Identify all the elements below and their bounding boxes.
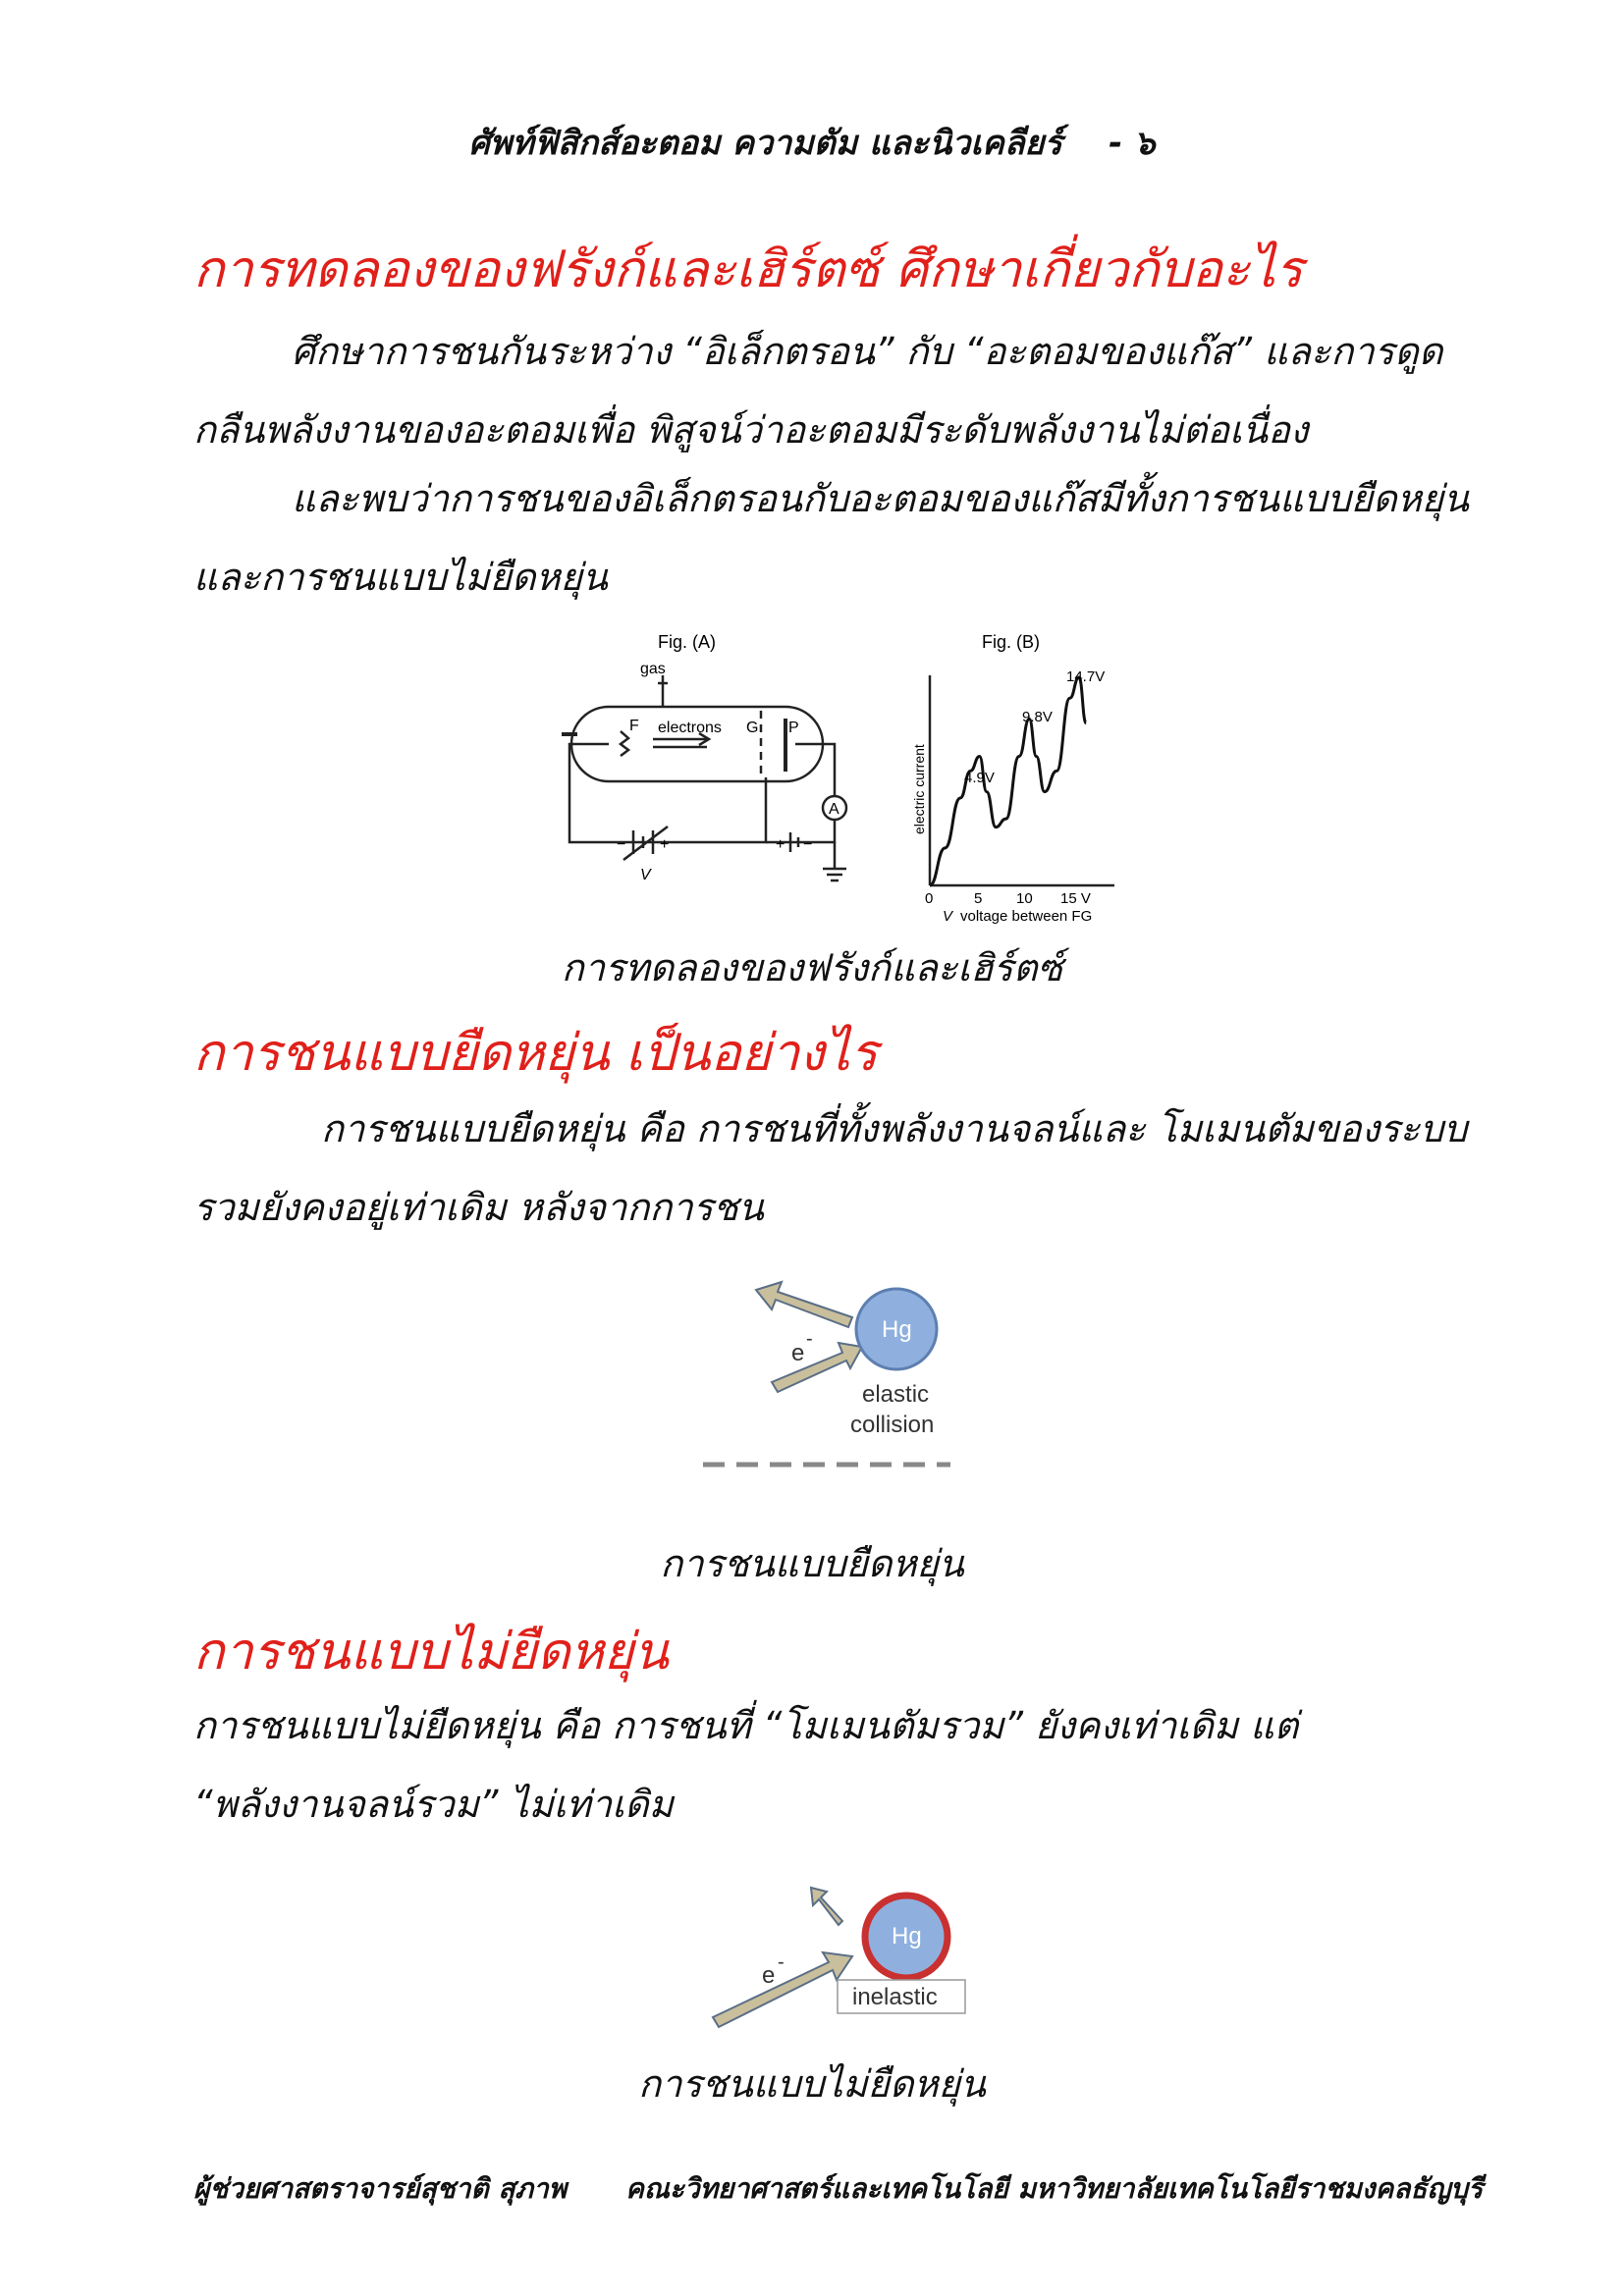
minus-left: − <box>617 836 626 853</box>
minus-right: − <box>803 836 813 853</box>
section3-paragraph: การชนแบบไม่ยืดหยุ่น คือ การชนที่ “โมเมนตัมรวม” ยังคงเท่าเดิม แต่ “พลังงานจลน์รวม” ไม่เท่าเดิม <box>193 1704 1299 1826</box>
hg-atom-label: Hg <box>882 1316 912 1343</box>
franck-hertz-figure <box>530 628 1139 933</box>
section3-caption: การชนแบบไม่ยืดหยุ่น <box>638 2062 986 2106</box>
plus-right: + <box>776 836 785 853</box>
f-label: F <box>629 718 639 734</box>
fig-a-label: Fig. (A) <box>658 632 717 652</box>
fig-b-label: Fig. (B) <box>982 632 1041 652</box>
section1-paragraph-2: และพบว่าการชนของอิเล็กตรอนกับอะตอมของแก๊สมีทั้งการชนแบบยืดหยุ่นและการชนแบบไม่ยืดหยุ่น <box>193 477 1470 599</box>
x-axis-v: V <box>943 908 953 925</box>
section2-paragraph: การชนแบบยืดหยุ่น คือ การชนที่ทั้งพลังงานจลน์และ โมเมนตัมของระบบรวมยังคงอยู่เท่าเดิม หลังจากการชน <box>193 1107 1468 1229</box>
page-header <box>0 116 1624 169</box>
electron-label: e <box>762 1962 776 1989</box>
x-tick-15: 15 V <box>1060 890 1091 907</box>
collision-label: collision <box>850 1412 935 1438</box>
fig-b-chart <box>911 632 1114 925</box>
header-page-number: - ๖ <box>1109 124 1156 163</box>
v-label: V <box>640 867 651 883</box>
plus-left: + <box>660 836 670 853</box>
peak-14-7v: 14.7V <box>1066 668 1106 685</box>
page-footer <box>193 2167 1489 2211</box>
x-axis-label: voltage between FG <box>960 908 1093 925</box>
x-tick-0: 0 <box>925 890 934 907</box>
footer-affiliation: คณะวิทยาศาสตร์และเทคโนโลยี มหาวิทยาลัยเทคโนโลยีราชมงคลธัญบุรี <box>625 2172 1484 2205</box>
elastic-collision-figure <box>687 1266 962 1482</box>
section2-heading: การชนแบบยืดหยุ่น เป็นอย่างไร <box>193 1024 878 1083</box>
electrons-label: electrons <box>658 720 722 736</box>
inelastic-collision-figure <box>697 1860 982 2032</box>
outgoing-electron-arrow <box>756 1282 852 1327</box>
filament <box>621 731 628 756</box>
incoming-electron-arrow <box>772 1343 862 1392</box>
header-title: ศัพท์ฟิสิกส์อะตอม ความตัม และนิวเคลียร์ <box>468 124 1062 163</box>
elastic-label: elastic <box>862 1381 930 1408</box>
current-curve <box>930 677 1086 885</box>
x-tick-10: 10 <box>1016 890 1033 907</box>
peak-4-9v: 4.9V <box>964 770 995 786</box>
hg-atom-label: Hg <box>892 1923 922 1949</box>
inelastic-label: inelastic <box>852 1984 938 2010</box>
y-axis-label: electric current <box>911 744 927 834</box>
g-label: G <box>746 720 759 736</box>
section2-caption: การชนแบบยืดหยุ่น <box>660 1542 964 1585</box>
wire-plate <box>795 744 835 795</box>
outgoing-electron-arrow <box>811 1888 842 1925</box>
section3-heading: การชนแบบไม่ยืดหยุ่น <box>193 1623 669 1682</box>
electron-sign: - <box>806 1328 813 1350</box>
section1-heading: การทดลองของฟรังก์และเฮิร์ตซ์ ศึกษาเกี่ยวกับอะไร <box>193 240 1303 299</box>
gas-label: gas <box>640 661 666 677</box>
peak-9-8v: 9.8V <box>1022 709 1053 725</box>
electron-label: e <box>791 1340 805 1366</box>
x-tick-5: 5 <box>974 890 983 907</box>
p-label: P <box>788 720 799 736</box>
footer-author: ผู้ช่วยศาสตราจารย์สุชาติ สุภาพ <box>193 2172 568 2205</box>
electron-sign: - <box>778 1951 785 1973</box>
section1-paragraph-1: ศึกษาการชนกันระหว่าง “อิเล็กตรอน” กับ “อะตอมของแก๊ส” และการดูดกลืนพลังงานของอะตอมเพื่อ พิสูจน์ว่าอะตอมมีระดับพลังงานไม่ต่อเนื่อง <box>193 330 1443 452</box>
ammeter-label: A <box>829 801 839 818</box>
section1-caption: การทดลองของฟรังก์และเฮิร์ตซ์ <box>561 946 1063 989</box>
